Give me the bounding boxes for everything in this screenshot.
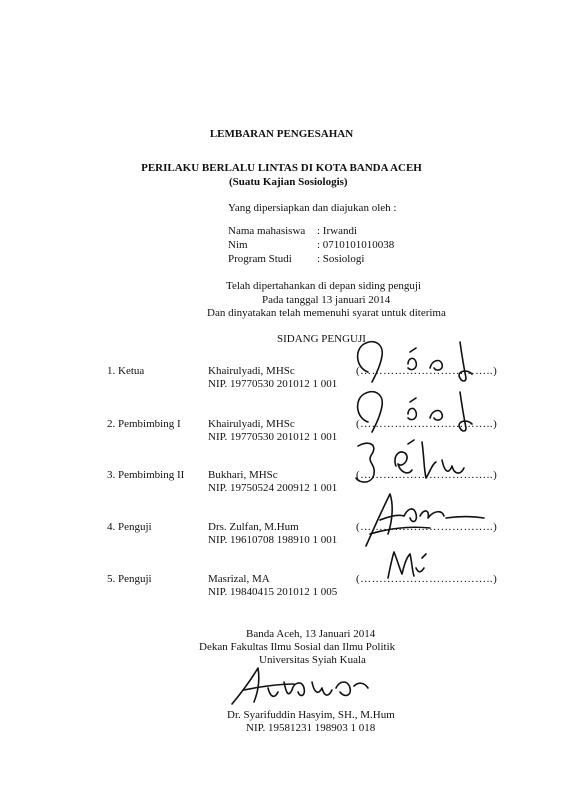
committee-heading: SIDANG PENGUJI <box>277 333 366 345</box>
signature-line: (……………………………..) <box>356 521 498 533</box>
signature-line: (……………………………..) <box>356 365 498 377</box>
member-name: Drs. Zulfan, M.Hum <box>208 521 299 533</box>
signature-penguji-2 <box>384 548 434 582</box>
signature-line: (……………………………..) <box>356 469 498 481</box>
member-nip: NIP. 19770530 201012 1 001 <box>208 431 338 443</box>
defense-line-1: Telah dipertahankan di depan siding penguji <box>226 280 422 292</box>
thesis-title: PERILAKU BERLALU LINTAS DI KOTA BANDA ACEH <box>141 162 422 174</box>
member-nip: NIP. 19610708 198910 1 001 <box>208 534 338 546</box>
member-name: Khairulyadi, MHSc <box>208 418 295 430</box>
dean-name: Dr. Syarifuddin Hasyim, SH., M.Hum <box>227 709 395 721</box>
university-name: Universitas Syiah Kuala <box>259 654 366 666</box>
member-role: 1. Ketua <box>107 365 145 377</box>
field-label-program: Program Studi <box>228 253 292 265</box>
field-value-program: : Sosiologi <box>317 253 365 265</box>
member-name: Masrizal, MA <box>208 573 270 585</box>
member-role: 5. Penguji <box>107 573 152 585</box>
thesis-subtitle: (Suatu Kajian Sosiologis) <box>229 176 348 188</box>
member-nip: NIP. 19750524 200912 1 001 <box>208 482 338 494</box>
signature-pembimbing-2 <box>352 436 482 492</box>
dean-nip: NIP. 19581231 198903 1 018 <box>246 722 376 734</box>
signature-line: (……………………………..) <box>356 418 498 430</box>
signature-pembimbing-1 <box>350 390 490 438</box>
signature-penguji-1 <box>360 488 490 552</box>
member-role: 4. Penguji <box>107 521 152 533</box>
place-date: Banda Aceh, 13 Januari 2014 <box>246 628 376 640</box>
field-value-nim: : 0710101010038 <box>317 239 395 251</box>
field-value-name: : Irwandi <box>317 225 358 237</box>
member-name: Bukhari, MHSc <box>208 469 278 481</box>
member-role: 3. Pembimbing II <box>107 469 185 481</box>
defense-line-2: Pada tanggal 13 januari 2014 <box>262 294 391 306</box>
signature-ketua <box>350 338 490 388</box>
field-label-name: Nama mahasiswa <box>228 225 306 237</box>
prepared-intro: Yang dipersiapkan dan diajukan oleh : <box>228 202 397 214</box>
page-title: LEMBARAN PENGESAHAN <box>209 128 354 140</box>
defense-line-3: Dan dinyatakan telah memenuhi syarat untuk diterima <box>207 307 446 319</box>
member-name: Khairulyadi, MHSc <box>208 365 295 377</box>
signature-line: (……………………………..) <box>356 573 498 585</box>
dean-title: Dekan Fakultas Ilmu Sosial dan Ilmu Politik <box>199 641 396 653</box>
member-nip: NIP. 19840415 201012 1 005 <box>208 586 338 598</box>
field-label-nim: Nim <box>228 239 248 251</box>
signature-dean <box>228 662 378 708</box>
member-role: 2. Pembimbing I <box>107 418 181 430</box>
member-nip: NIP. 19770530 201012 1 001 <box>208 378 338 390</box>
